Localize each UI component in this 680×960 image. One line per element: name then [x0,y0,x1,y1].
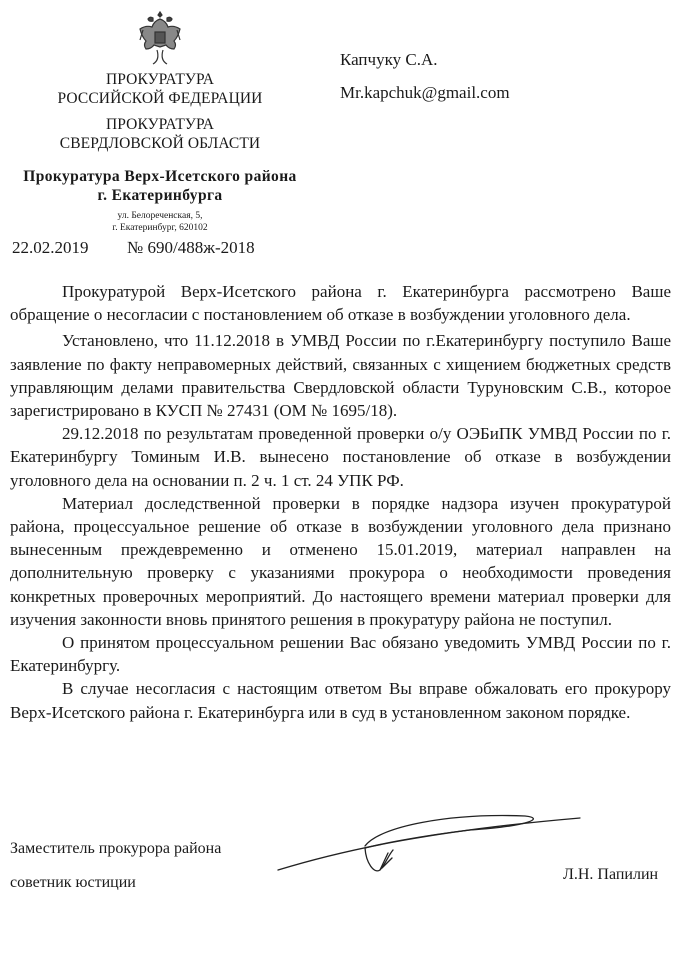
regional-agency-line2: СВЕРДЛОВСКОЙ ОБЛАСТИ [59,135,261,152]
signer-rank: советник юстиции [10,874,136,891]
paragraph-4: Материал доследственной проверки в порядке надзора изучен прокуратурой района, процессуальное решение об отказе в возбуждении уголовного дела признано вынесенным преждевременно и отменено 15.01.2019, материал направлен на дополнительную проверку с указаниями прокурора о необходимости проведения конкретных проверочных мероприятий. До настоящего времени материал проверки для изучения законности вновь принятого решения в прокуратуру района не поступил. [10,493,671,629]
paragraph-1: Прокуратурой Верх-Исетского района г. Екатеринбурга рассмотрено Ваше обращение о несогласии с постановлением об отказе в возбуждении уголовного дела. [10,282,671,325]
office-name-line2: г. Екатеринбурга [97,187,223,204]
office-address-line2: г. Екатеринбург, 620102 [112,223,208,233]
office-address-line1: ул. Белореченская, 5, [117,211,203,221]
registration-number: № 690/488ж-2018 [127,238,255,257]
agency-name-line2: РОССИЙСКОЙ ФЕДЕРАЦИИ [57,90,263,107]
office-name-line1: Прокуратура Верх-Исетского района [23,168,297,185]
russian-coat-of-arms-icon [137,10,183,66]
recipient-email: Mr.kapchuk@gmail.com [340,83,510,102]
paragraph-3: 29.12.2018 по результатам проведенной проверки о/у ОЭБиПК УМВД России по г. Екатеринбургу Томиным И.В. вынесено постановление об отказе в возбуждении уголовного дела на основании п. 2 ч. 1 ст. 24 УПК РФ. [10,424,671,490]
paragraph-2: Установлено, что 11.12.2018 в УМВД России по г.Екатеринбургу поступило Ваше заявление по факту неправомерных действий, связанных с хищением бюджетных средств управляющим делами правительства Свердловской области Туруновским С.В., которое зарегистрировано в КУСП № 27431 (ОМ № 1695/18). [10,331,671,421]
handwritten-signature-icon [270,808,600,893]
agency-name-line1: ПРОКУРАТУРА [105,71,215,88]
letter-body [10,280,671,724]
document-date: 22.02.2019 [12,238,89,257]
recipient-name: Капчуку С.А. [340,50,438,69]
signer-name: Л.Н. Папилин [563,866,659,883]
regional-agency-line1: ПРОКУРАТУРА [105,116,215,133]
paragraph-6: В случае несогласия с настоящим ответом Вы вправе обжаловать его прокурору Верх-Исетского района г. Екатеринбурга или в суд в установленном законом порядке. [10,679,671,722]
paragraph-5: О принятом процессуальном решении Вас обязано уведомить УМВД России по г. Екатеринбургу. [10,633,671,676]
signer-position: Заместитель прокурора района [10,840,222,857]
